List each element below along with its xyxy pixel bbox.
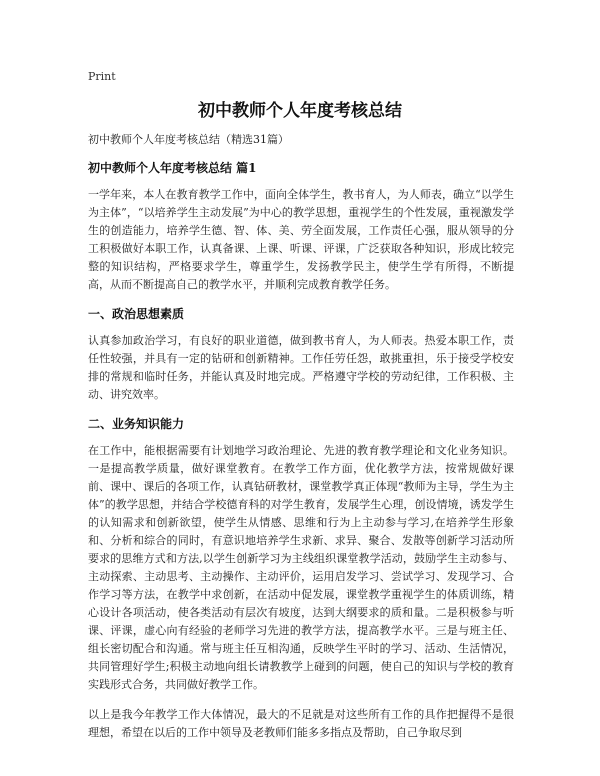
closing-paragraph: 以上是我今年教学工作大体情况，最大的不足就是对这些所有工作的具作把握得不是很理想，希望在以后的工作中领导及老教师们能多多指点及帮助，自己争取尽到 (88, 708, 514, 739)
document-subtitle: 初中教师个人年度考核总结（精选31篇） (88, 133, 289, 146)
section-heading-professional: 二、业务知识能力 (88, 417, 185, 431)
print-label: Print (88, 70, 116, 83)
political-paragraph: 认真参加政治学习，有良好的职业道德，做到教书育人，为人师表。热爱本职工作，责任性较强，并具有一定的钻研和创新精神。工作任劳任怨，敢挑重担，乐于接受学校安排的常规和临时任务，并能认真及时地完成。严格遵守学校的劳动纪律，工作积极、主动、讲究效率。 (88, 334, 514, 401)
professional-paragraph: 在工作中，能根据需要有计划地学习政治理论、先进的教育教学理论和文化业务知识。一是提高教学质量，做好课堂教育。在教学工作方面，优化教学方法，按常规做好课前、课中、课后的各项工作，认真钻研教材，课堂教学真正体现“教师为主导，学生为主体”的教学思想，并结合学校德育科的对学生教育，发展学生心理，创设情境，诱发学生的认知需求和创新欲望，使学生从情感、思维和行为上主动参与学习,在培养学生形象和、分析和综合的同时，有意识地培养学生求新、求异、聚合、发散等创新学习活动所要求的思维方式和方法,以学生创新学习为主线组织课堂教学活动，鼓励学生主动参与、主动探索、主动思考、主动操作、主动评价，运用启发学习、尝试学习、发现学习、合作学习等方法，在教学中求创新，在活动中促发展，课堂教学重视学生的体质训练，精心设计各项活动，使各类活动有层次有坡度，达到大纲要求的质和量。二是积极参与听课、评课，虚心向有经验的老师学习先进的教学方法，提高教学水平。三是与班主任、组长密切配合和沟通。常与班主任互相沟通，反映学生平时的学习、活动、生活情况，共同管理好学生;积极主动地向组长请教教学上碰到的问题，使自己的知识与学校的教育实践形式合务，共同做好教学工作。 (88, 444, 515, 691)
article-heading: 初中教师个人年度考核总结 篇1 (88, 161, 257, 175)
intro-paragraph: 一学年来，本人在教育教学工作中，面向全体学生，教书育人，为人师表，确立“以学生为主体”，“以培养学生主动发展”为中心的教学思想，重视学生的个性发展，重视激发学生的创造能力，培养学生德、智、体、美、劳全面发展，工作责任心强，服从领导的分工积极做好本职工作，认真备课、上课、听课、评课，广泛获取各种知识，形成比较完整的知识结构，严格要求学生，尊重学生，发扬教学民主，使学生学有所得，不断提高，从而不断提高自己的教学水平，并顺利完成教育教学任务。 (88, 188, 514, 291)
document-body (88, 132, 514, 742)
section-heading-political: 一、政治思想素质 (88, 307, 185, 321)
document-title: 初中教师个人年度考核总结 (198, 101, 402, 121)
